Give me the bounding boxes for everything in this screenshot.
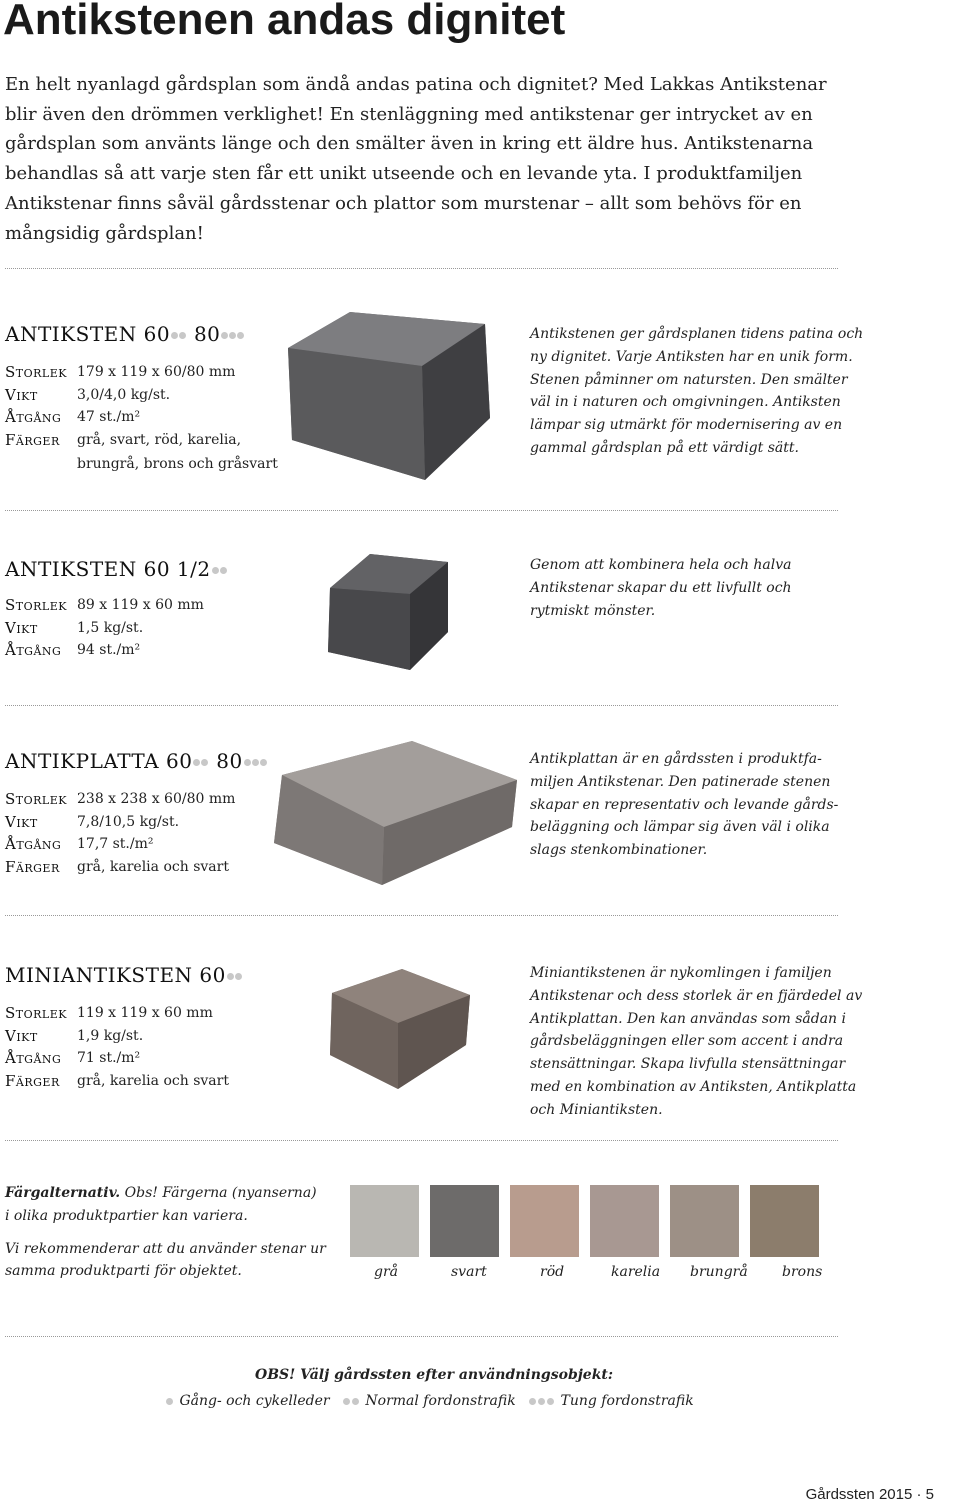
spec-size: 89 x 119 x 60 mm bbox=[77, 597, 204, 613]
spec-label: Storlek bbox=[5, 790, 67, 808]
spec-label: Färger bbox=[5, 431, 60, 449]
spec-label: Vikt bbox=[5, 813, 38, 831]
desc-line: Stenen påminner om natursten. Den smälter bbox=[530, 371, 848, 388]
desc-line: ny dignitet. Varje Antiksten har en unik form. bbox=[530, 348, 853, 365]
legend-title: OBS! Välj gårdssten efter användningsobjekt: bbox=[255, 1367, 614, 1383]
intro-line: Antikstenar finns såväl gårdsstenar och plattor som murstenar – allt som behövs för en bbox=[5, 193, 802, 214]
swatch-karelia bbox=[590, 1185, 659, 1257]
product-description bbox=[530, 554, 792, 622]
traffic-dots-2 bbox=[171, 320, 187, 344]
swatch-label: brungrå bbox=[690, 1264, 748, 1280]
product-title bbox=[5, 322, 245, 346]
product-description bbox=[530, 323, 863, 460]
swatch-label: röd bbox=[540, 1264, 565, 1280]
color-note-heading: Färgalternativ. bbox=[5, 1185, 121, 1201]
swatch-label: karelia bbox=[611, 1264, 661, 1280]
spec-size: 119 x 119 x 60 mm bbox=[77, 1005, 213, 1021]
spec-usage: 17,7 st./m² bbox=[77, 836, 154, 852]
swatch-gra bbox=[350, 1185, 419, 1257]
color-note-text: Vi rekommenderar att du använder stenar ur bbox=[5, 1240, 326, 1257]
product-name: ANTIKPLATTA 60 bbox=[5, 749, 193, 773]
desc-line: rytmiskt mönster. bbox=[530, 602, 656, 619]
spec-colors: grå, karelia och svart bbox=[77, 859, 229, 875]
product-name: ANTIKSTEN 60 1/2 bbox=[5, 557, 211, 581]
spec-label: Åtgång bbox=[5, 408, 62, 426]
divider bbox=[5, 1140, 838, 1141]
swatch-label: grå bbox=[374, 1264, 399, 1280]
stone-image bbox=[262, 735, 522, 895]
desc-line: lämpar sig utmärkt för modernisering av en bbox=[530, 417, 843, 434]
product-title bbox=[5, 963, 243, 987]
swatch-label: svart bbox=[451, 1264, 487, 1280]
spec-usage: 71 st./m² bbox=[77, 1050, 141, 1066]
dot-1 bbox=[166, 1393, 175, 1409]
dot-3 bbox=[529, 1393, 556, 1409]
spec-size: 238 x 238 x 60/80 mm bbox=[77, 791, 236, 807]
swatch-brungra bbox=[670, 1185, 739, 1257]
divider bbox=[5, 1336, 838, 1337]
intro-line: blir även den drömmen verklighet! En stenläggning med antikstenar ger intrycket av en bbox=[5, 104, 813, 125]
color-note-text: Obs! Färgerna (nyanserna) bbox=[120, 1185, 317, 1201]
intro-line: gårdsplan som använts länge och den smälter även in kring ett äldre hus. Antikstenarna bbox=[5, 133, 814, 154]
spec-label: Färger bbox=[5, 1072, 60, 1090]
spec-label: Vikt bbox=[5, 619, 38, 637]
desc-line: gårdsbeläggningen eller som accent i andra bbox=[530, 1033, 844, 1050]
desc-line: Antikplattan är en gårdssten i produktfa- bbox=[530, 751, 822, 767]
product-name-alt: 80 bbox=[193, 322, 221, 346]
desc-line: Antikstenen ger gårdsplanen tidens patina och bbox=[530, 326, 864, 342]
product-description bbox=[530, 962, 862, 1122]
stone-image bbox=[280, 308, 500, 488]
spec-label: Storlek bbox=[5, 1004, 67, 1022]
swatch-rod bbox=[510, 1185, 579, 1257]
swatch-label: brons bbox=[782, 1264, 823, 1280]
traffic-dots-2 bbox=[227, 961, 243, 985]
intro-line: mångsidig gårdsplan! bbox=[5, 223, 204, 244]
traffic-dots-3 bbox=[221, 320, 245, 344]
spec-colors: brungrå, brons och gråsvart bbox=[77, 456, 278, 472]
desc-line: Miniantikstenen är nykomlingen i familjen bbox=[530, 965, 832, 981]
product-title bbox=[5, 557, 228, 581]
divider bbox=[5, 915, 838, 916]
spec-weight: 3,0/4,0 kg/st. bbox=[77, 387, 171, 403]
product-title bbox=[5, 749, 268, 773]
spec-label: Storlek bbox=[5, 363, 67, 381]
desc-line: slags stenkombinationer. bbox=[530, 842, 708, 859]
traffic-dots-2 bbox=[212, 555, 228, 579]
legend-item: Gång- och cykelleder bbox=[179, 1393, 330, 1409]
product-name-alt: 80 bbox=[216, 749, 243, 773]
spec-colors: grå, svart, röd, karelia, bbox=[77, 432, 242, 448]
color-note-text: i olika produktpartier kan variera. bbox=[5, 1207, 248, 1224]
desc-line: Antikplattan. Den kan användas som sådan i bbox=[530, 1010, 846, 1027]
divider bbox=[5, 705, 838, 706]
product-name: ANTIKSTEN 60 bbox=[5, 322, 171, 346]
swatch-svart bbox=[430, 1185, 499, 1257]
spec-label: Färger bbox=[5, 858, 60, 876]
desc-line: Antikstenar skapar du ett livfullt och bbox=[530, 579, 792, 596]
legend-item: Tung fordonstrafik bbox=[560, 1393, 694, 1409]
intro-line: behandlas så att varje sten får ett unikt utseende och en levande yta. I produktfamiljen bbox=[5, 163, 803, 184]
desc-line: skapar en representativ och levande gårds- bbox=[530, 796, 839, 813]
product-specs bbox=[0, 788, 300, 883]
desc-line: Antikstenar och dess storlek är en fjärdedel av bbox=[530, 987, 863, 1004]
product-description bbox=[530, 748, 838, 862]
desc-line: med en kombination av Antiksten, Antikplatta bbox=[530, 1078, 857, 1095]
desc-line: stensättningar. Skapa livfulla stensättningar bbox=[530, 1056, 846, 1073]
spec-label: Åtgång bbox=[5, 641, 62, 659]
spec-weight: 1,9 kg/st. bbox=[77, 1028, 144, 1044]
spec-size: 179 x 119 x 60/80 mm bbox=[77, 364, 236, 380]
divider bbox=[5, 510, 838, 511]
spec-label: Vikt bbox=[5, 386, 38, 404]
desc-line: väl in i naturen och omgivningen. Antiksten bbox=[530, 394, 841, 411]
spec-label: Storlek bbox=[5, 596, 67, 614]
desc-line: miljen Antikstenar. Den patinerade stenen bbox=[530, 773, 831, 790]
traffic-dots-2 bbox=[193, 747, 209, 771]
desc-line: och Miniantiksten. bbox=[530, 1101, 663, 1118]
desc-line: gammal gårdsplan på ett värdigt sätt. bbox=[530, 439, 799, 456]
stone-image bbox=[320, 548, 455, 676]
spec-label: Åtgång bbox=[5, 835, 62, 853]
spec-label: Åtgång bbox=[5, 1049, 62, 1067]
product-name: MINIANTIKSTEN 60 bbox=[5, 963, 226, 987]
color-note bbox=[5, 1182, 326, 1283]
product-specs bbox=[0, 1002, 300, 1097]
legend bbox=[166, 1390, 694, 1413]
spec-weight: 7,8/10,5 kg/st. bbox=[77, 814, 180, 830]
product-specs bbox=[0, 361, 300, 481]
spec-usage: 94 st./m² bbox=[77, 642, 141, 658]
desc-line: beläggning och lämpar sig även väl i olika bbox=[530, 819, 830, 836]
spec-usage: 47 st./m² bbox=[77, 409, 141, 425]
spec-label: Vikt bbox=[5, 1027, 38, 1045]
desc-line: Genom att kombinera hela och halva bbox=[530, 557, 792, 573]
legend-item: Normal fordonstrafik bbox=[365, 1393, 516, 1409]
color-note-text: samma produktparti för objektet. bbox=[5, 1263, 242, 1280]
dot-2 bbox=[343, 1393, 361, 1409]
spec-weight: 1,5 kg/st. bbox=[77, 620, 144, 636]
stone-image bbox=[322, 965, 472, 1095]
swatch-brons bbox=[750, 1185, 819, 1257]
page-footer: Gårdssten 2015 · 5 bbox=[805, 1486, 934, 1503]
product-specs bbox=[0, 594, 300, 664]
spec-colors: grå, karelia och svart bbox=[77, 1073, 229, 1089]
intro-line: En helt nyanlagd gårdsplan som ändå andas patina och dignitet? Med Lakkas Antikstenar bbox=[5, 74, 827, 95]
page-title: Antikstenen andas dignitet bbox=[3, 0, 566, 44]
divider bbox=[5, 268, 838, 269]
